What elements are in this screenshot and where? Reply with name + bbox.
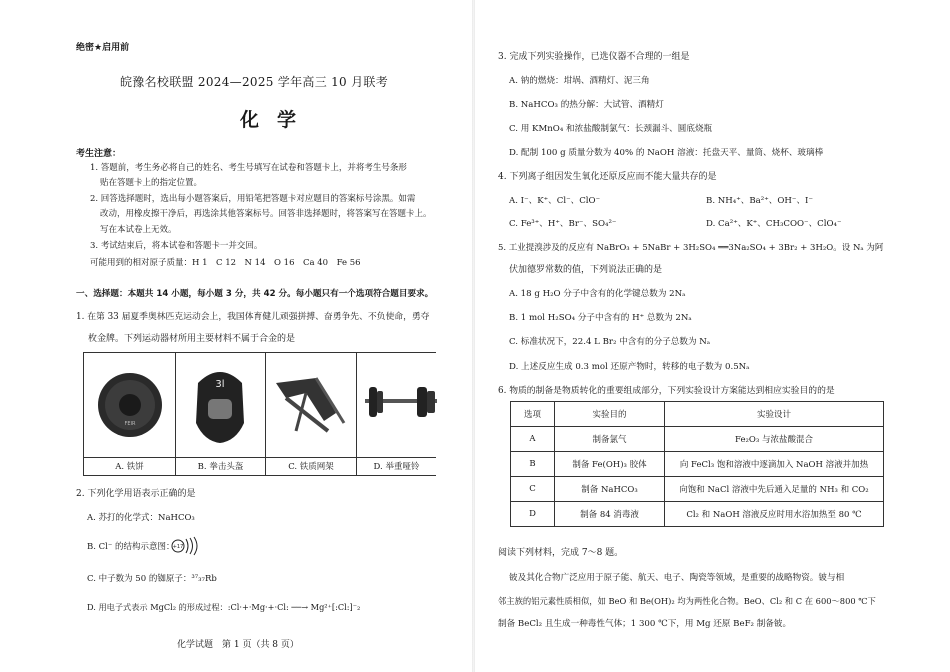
q6-table — [510, 401, 884, 527]
table-cell: 制备 Fe(OH)₃ 胶体 — [555, 452, 665, 477]
q1-option-d: D. 举重哑铃 — [373, 462, 420, 472]
note-line-1: 1. 答题前，考生务必将自己的姓名、考生号填写在试卷和答题卡上，并将考生号条形 — [90, 163, 407, 173]
reading-intro: 阅读下列材料，完成 7～8 题。 — [498, 548, 624, 558]
table-header-row — [511, 402, 884, 427]
page-footer: 化学试题 第 1 页（共 8 页） — [177, 640, 299, 650]
q4-option-d: D. Ca²⁺、K⁺、CH₃COO⁻、ClO₄⁻ — [706, 219, 842, 229]
svg-text:3l: 3l — [215, 379, 225, 390]
table-cell: B — [511, 452, 555, 477]
table-cell: Fe₂O₃ 与浓盐酸混合 — [665, 427, 884, 452]
q3-option-a: A. 钠的燃烧：坩埚、酒精灯、泥三角 — [509, 76, 650, 86]
table-cell: D — [511, 502, 555, 527]
q5-stem-2: 伏加德罗常数的值，下列说法正确的是 — [509, 265, 663, 275]
q3-stem: 3. 完成下列实验操作，已选仪器不合理的一组是 — [498, 52, 690, 62]
table-cell: 制备 84 消毒液 — [555, 502, 665, 527]
table-row — [511, 427, 884, 452]
q1-option-a-box — [83, 352, 176, 476]
q1-option-d-box — [356, 352, 436, 476]
boxing-helmet-icon — [176, 353, 265, 455]
table-row — [511, 452, 884, 477]
q1-option-b: B. 拳击头盔 — [197, 462, 244, 472]
table-cell: 向饱和 NaCl 溶液中先后通入足量的 NH₃ 和 CO₂ — [665, 477, 884, 502]
note-line-4: 改动，用橡皮擦干净后，再选涂其他答案标号。回答非选择题时，将答案写在答题卡上。 — [100, 209, 432, 219]
discus-label: FEIR — [124, 421, 136, 427]
note-line-2: 贴在答题卡上的指定位置。 — [100, 178, 203, 188]
dumbbell-icon — [357, 353, 437, 455]
table-cell: A — [511, 427, 555, 452]
q1-option-c: C. 铁质网架 — [288, 462, 334, 472]
note-line-6: 3. 考试结束后，将本试卷和答题卡一并交回。 — [90, 241, 263, 251]
exam-title: 皖豫名校联盟 2024—2025 学年高三 10 月联考 — [120, 75, 389, 89]
cl-nucleus-label: +17 — [172, 544, 184, 550]
table-cell: 向 FeCl₃ 饱和溶液中逐滴加入 NaOH 溶液并加热 — [665, 452, 884, 477]
table-row — [511, 502, 884, 527]
subject-title: 化学 — [240, 109, 315, 131]
table-cell: 制备 NaHCO₃ — [555, 477, 665, 502]
section-heading: 一、选择题：本题共 14 小题，每小题 3 分，共 42 分。每小题只有一个选项符合题目要求。 — [76, 289, 434, 299]
reading-line-1: 铍及其化合物广泛应用于原子能、航天、电子、陶瓷等领域，是重要的战略物资。铍与相 — [509, 573, 845, 583]
table-header-option: 选项 — [511, 402, 555, 427]
notes-heading: 考生注意： — [76, 149, 122, 159]
q5-option-b: B. 1 mol H₂SO₄ 分子中含有的 H⁺ 总数为 2Nₐ — [509, 313, 692, 323]
atomic-masses: 可能用到的相对原子质量：H 1 C 12 N 14 O 16 Ca 40 Fe 56 — [90, 258, 361, 268]
q2-option-d: D. 用电子式表示 MgCl₂ 的形成过程：:Cl·+·Mg·+·Cl: ──→ Mg²⁺[:Cl:]⁻₂ — [87, 602, 361, 612]
discus-icon — [84, 353, 175, 455]
q2-stem: 2. 下列化学用语表示正确的是 — [76, 489, 196, 499]
table-header-design: 实验设计 — [665, 402, 884, 427]
q4-option-a: A. I⁻、K⁺、Cl⁻、ClO⁻ — [509, 196, 601, 206]
q1-option-a: A. 铁饼 — [115, 462, 144, 472]
table-header-purpose: 实验目的 — [555, 402, 665, 427]
q3-option-d: D. 配制 100 g 质量分数为 40% 的 NaOH 溶液：托盘天平、量筒、烧杯、玻璃棒 — [509, 148, 824, 158]
iron-rack-icon — [266, 353, 356, 455]
reading-line-2: 邻主族的铝元素性质相似，如 BeO 和 Be(OH)₂ 均为两性化合物。BeO、Cl₂ 和 C 在 600～800 ℃下 — [498, 596, 876, 606]
table-row — [511, 477, 884, 502]
table-cell: Cl₂ 和 NaOH 溶液反应时用水浴加热至 80 ℃ — [665, 502, 884, 527]
reading-line-3: 制备 BeCl₂ 且生成一种毒性气体；1 300 ℃下，用 Mg 还原 BeF₂ 制备铍。 — [498, 619, 792, 629]
q1-option-c-box — [265, 352, 357, 476]
table-cell: C — [511, 477, 555, 502]
q3-option-c: C. 用 KMnO₄ 和浓盐酸制氯气：长颈漏斗、圆底烧瓶 — [509, 124, 713, 134]
secret-label: 绝密★启用前 — [76, 43, 130, 53]
q4-stem: 4. 下列离子组因发生氧化还原反应而不能大量共存的是 — [498, 172, 717, 182]
q5-option-d: D. 上述反应生成 0.3 mol 还原产物时，转移的电子数为 0.5Nₐ — [509, 362, 750, 372]
cl-ion-structure-icon — [170, 536, 200, 556]
q5-option-c: C. 标准状况下，22.4 L Br₂ 中含有的分子总数为 Nₐ — [509, 337, 711, 347]
table-cell: 制备氯气 — [555, 427, 665, 452]
note-line-5: 写在本试卷上无效。 — [100, 225, 177, 235]
q3-option-b: B. NaHCO₃ 的热分解：大试管、酒精灯 — [509, 100, 664, 110]
q1-stem-2: 枚金牌。下列运动器材所用主要材料不属于合金的是 — [88, 334, 296, 344]
q6-stem: 6. 物质的制备是物质转化的重要组成部分，下列实验设计方案能达到相应实验目的的是 — [498, 386, 835, 396]
q1-stem-1: 1. 在第 33 届夏季奥林匹克运动会上，我国体育健儿顽强拼搏、奋勇争先、不负使命，勇夺 — [76, 312, 430, 322]
q4-option-c: C. Fe³⁺、H⁺、Br⁻、SO₄²⁻ — [509, 219, 617, 229]
q2-option-b: B. Cl⁻ 的结构示意图： — [87, 542, 175, 552]
q1-option-b-box — [175, 352, 266, 476]
q5-stem-1: 5. 工业提溴涉及的反应有 NaBrO₃ + 5NaBr + 3H₂SO₄ ══3Na₂SO₄ + 3Br₂ + 3H₂O。设 Nₐ 为阿 — [498, 243, 884, 253]
q2-option-c: C. 中子数为 50 的铷原子：³⁷₃₇Rb — [87, 574, 217, 584]
note-line-3: 2. 回答选择题时，选出每小题答案后，用铅笔把答题卡对应题目的答案标号涂黑。如需 — [90, 194, 416, 204]
q2-option-a: A. 苏打的化学式：NaHCO₃ — [87, 513, 195, 523]
q4-option-b: B. NH₄⁺、Ba²⁺、OH⁻、I⁻ — [706, 196, 813, 206]
q5-option-a: A. 18 g H₂O 分子中含有的化学键总数为 2Nₐ — [509, 289, 686, 299]
